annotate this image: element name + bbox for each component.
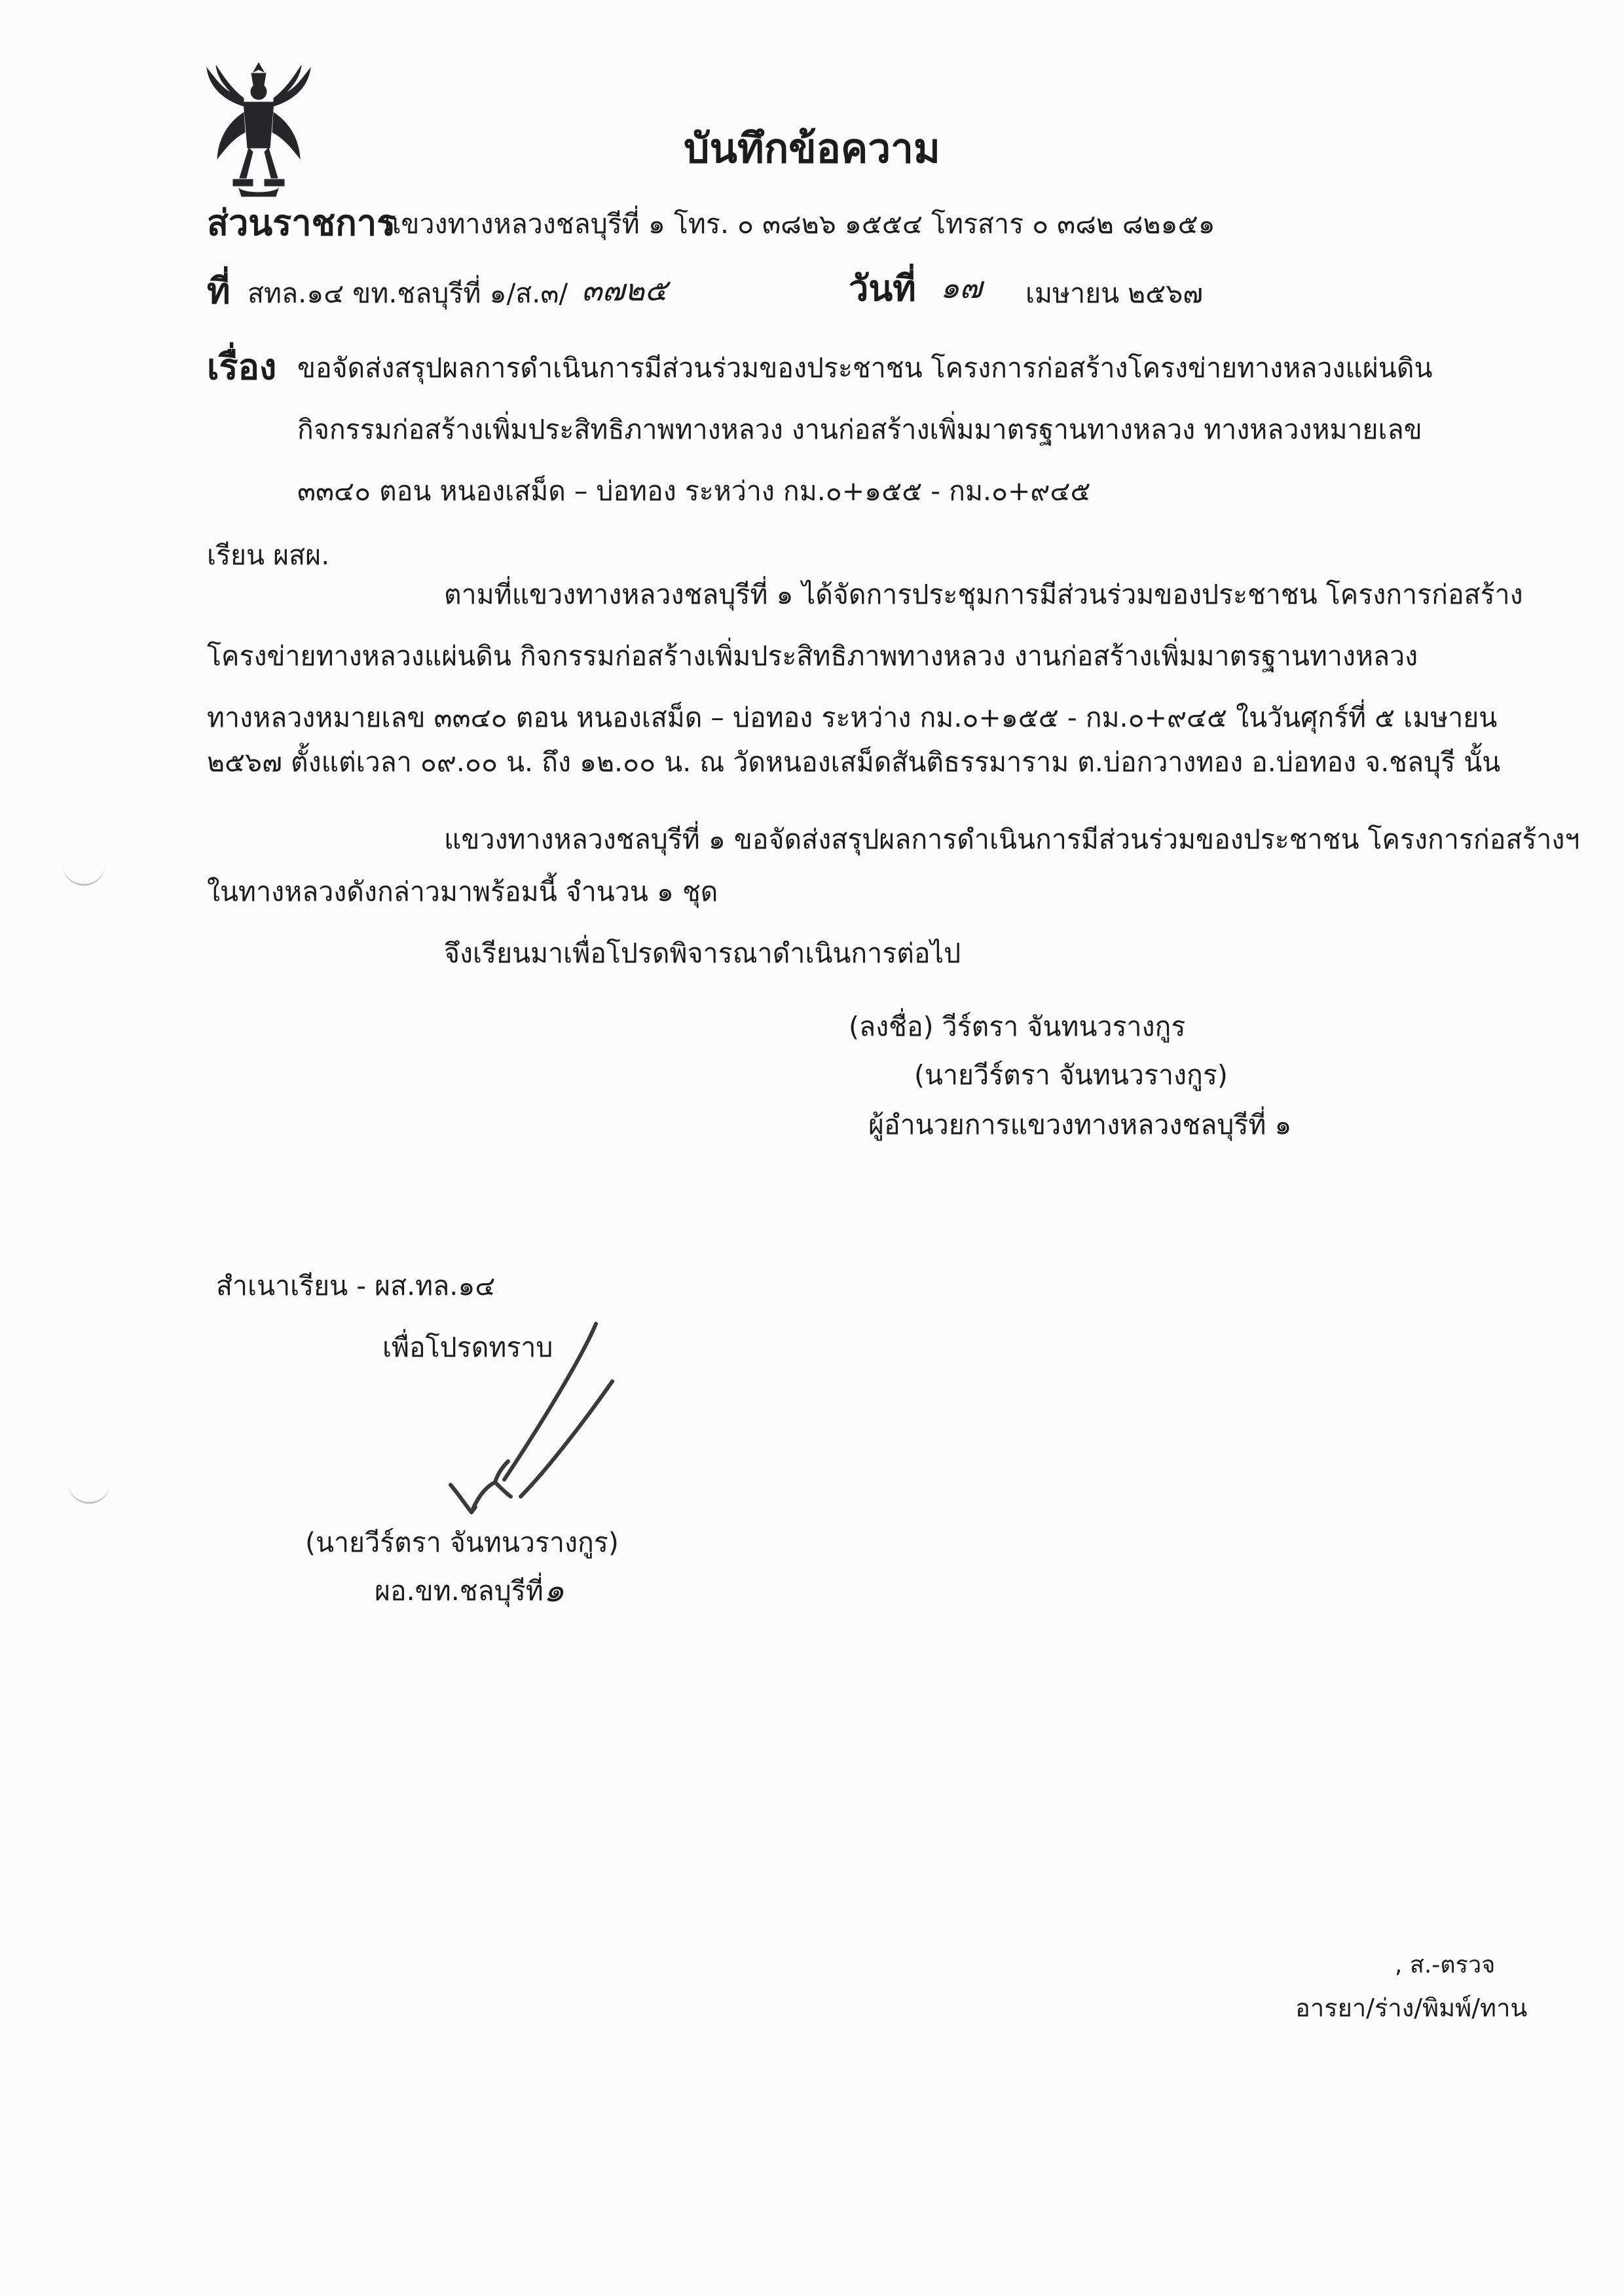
body-line: ในทางหลวงดังกล่าวมาพร้อมนี้ จำนวน ๑ ชุด — [207, 876, 718, 907]
signer-position: ผู้อำนวยการแขวงทางหลวงชลบุรีที่ ๑ — [868, 1109, 1292, 1140]
body-line: ตามที่แขวงทางหลวงชลบุรีที่ ๑ ได้จัดการประชุมการมีส่วนร่วมของประชาชน โครงการก่อสร้าง — [444, 579, 1523, 610]
subject-label: เรื่อง — [207, 346, 277, 388]
reference-number-handwritten: ๓๗๒๕ — [581, 272, 668, 308]
body-line: ทางหลวงหมายเลข ๓๓๔๐ ตอน หนองเสม็ด – บ่อทอง ระหว่าง กม.๐+๑๕๕ - กม.๐+๙๔๕ ในวันศุกร์ที่ ๕ เมษายน — [207, 702, 1498, 733]
date-value: เมษายน ๒๕๖๗ — [1025, 278, 1204, 309]
punch-hole-mark — [63, 863, 105, 886]
cc-signer-name: (นายวีร์ตรา จันทนวรางกูร) — [305, 1527, 619, 1558]
cc-line: สำเนาเรียน - ผส.ทล.๑๔ — [216, 1270, 496, 1302]
reference-value: สทล.๑๔ ขท.ชลบุรีที่ ๑/ส.๓/ — [248, 278, 568, 309]
body-line: แขวงทางหลวงชลบุรีที่ ๑ ขอจัดส่งสรุปผลการดำเนินการมีส่วนร่วมของประชาชน โครงการก่อสร้างฯ — [444, 824, 1580, 855]
salutation: เรียน ผสผ. — [207, 539, 330, 571]
closing-line: จึงเรียนมาเพื่อโปรดพิจารณาดำเนินการต่อไป — [444, 938, 961, 969]
subject-line: ๓๓๔๐ ตอน หนองเสม็ด – บ่อทอง ระหว่าง กม.๐+๑๕๕ - กม.๐+๙๔๕ — [297, 475, 1091, 507]
body-line: โครงข่ายทางหลวงแผ่นดิน กิจกรรมก่อสร้างเพิ่มประสิทธิภาพทางหลวง งานก่อสร้างเพิ่มมาตรฐานทางหลวง — [207, 640, 1418, 672]
for-information: เพื่อโปรดทราบ — [382, 1332, 553, 1363]
date-label: วันที่ — [849, 268, 916, 309]
subject-line: กิจกรรมก่อสร้างเพิ่มประสิทธิภาพทางหลวง งานก่อสร้างเพิ่มมาตรฐานทางหลวง ทางหลวงหมายเลข — [297, 414, 1422, 445]
signer-name: (นายวีร์ตรา จันทนวรางกูร) — [914, 1059, 1228, 1091]
document-title: บันทึกข้อความ — [684, 124, 940, 172]
handwritten-signature — [432, 1316, 642, 1532]
cc-signer-position: ผอ.ขท.ชลบุรีที่ — [375, 1575, 544, 1607]
agency-label: ส่วนราชการ — [207, 202, 396, 244]
signed-line: (ลงชื่อ) วีร์ตรา จันทนวรางกูร — [849, 1011, 1186, 1042]
agency-value: แขวงทางหลวงชลบุรีที่ ๑ โทร. ๐ ๓๘๒๖ ๑๕๕๔ โทรสาร ๐ ๓๘๒ ๘๒๑๕๑ — [384, 208, 1215, 240]
body-line: ๒๕๖๗ ตั้งแต่เวลา ๐๙.๐๐ น. ถึง ๑๒.๐๐ น. ณ วัดหนองเสม็ดสันติธรรมาราม ต.บ่อกวางทอง อ.บ่อทอง จ.ชลบุรี นั้น — [207, 746, 1501, 778]
check-mark: , ส.-ตรวจ — [1395, 1952, 1496, 1978]
date-day-handwritten: ๑๗ — [940, 270, 982, 305]
cc-position-number-handwritten: ๑ — [544, 1571, 564, 1609]
subject-line: ขอจัดส่งสรุปผลการดำเนินการมีส่วนร่วมของประชาชน โครงการก่อสร้างโครงข่ายทางหลวงแผ่นดิน — [297, 352, 1433, 384]
drafter-initials-line: อารยา/ร่าง/พิมพ์/ทาน — [1295, 1994, 1528, 2022]
reference-label: ที่ — [207, 270, 231, 312]
punch-hole-mark — [68, 1481, 110, 1504]
